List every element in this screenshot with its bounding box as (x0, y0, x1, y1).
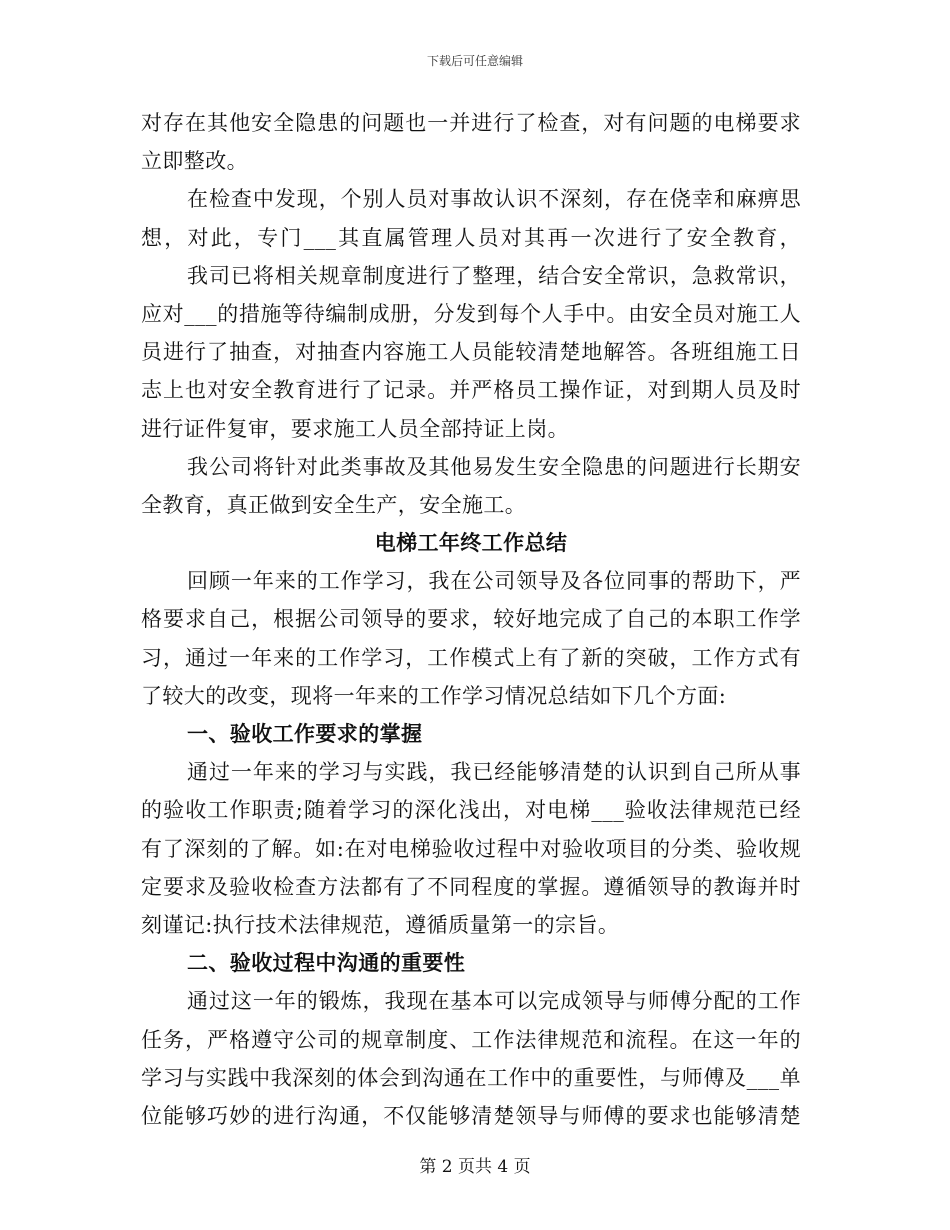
paragraph-line: 定要求及验收检查方法都有了不同程度的掌握。遵循领导的教诲并时 (141, 874, 801, 899)
page-footer: 第 2 页共 4 页 (419, 1157, 531, 1177)
paragraph-line: 的验收工作职责;随着学习的深化浅出，对电梯___验收法律规范已经 (141, 798, 801, 823)
paragraph-line: 我公司将针对此类事故及其他易发生安全隐患的问题进行长期安 (187, 454, 801, 479)
paragraph-line: 想，对此，专门___其直属管理人员对其再一次进行了安全教育， (141, 225, 801, 250)
paragraph-line: 刻谨记:执行技术法律规范，遵循质量第一的宗旨。 (141, 912, 620, 937)
paragraph-line: 格要求自己，根据公司领导的要求，较好地完成了自己的本职工作学 (141, 607, 801, 632)
paragraph-line: 位能够巧妙的进行沟通，不仅能够清楚领导与师傅的要求也能够清楚 (141, 1103, 801, 1128)
subheading: 一、验收工作要求的掌握 (187, 721, 423, 746)
page-header: 下载后可任意编辑 (426, 54, 523, 68)
paragraph-line: 应对___的措施等待编制成册，分发到每个人手中。由安全员对施工人 (141, 301, 801, 326)
paragraph-line: 立即整改。 (141, 149, 248, 174)
paragraph-line: 我司已将相关规章制度进行了整理，结合安全常识，急救常识， (187, 263, 801, 288)
paragraph-line: 通过这一年的锻炼，我现在基本可以完成领导与师傅分配的工作 (187, 989, 801, 1014)
document-body (141, 104, 801, 1135)
paragraph-line: 有了深刻的了解。如:在对电梯验收过程中对验收项目的分类、验收规 (141, 836, 801, 861)
section-title: 电梯工年终工作总结 (374, 530, 568, 556)
paragraph-line: 习，通过一年来的工作学习，工作模式上有了新的突破，工作方式有 (141, 645, 801, 670)
paragraph-line: 志上也对安全教育进行了记录。并严格员工操作证，对到期人员及时 (141, 378, 801, 403)
paragraph-line: 进行证件复审，要求施工人员全部持证上岗。 (141, 416, 569, 441)
paragraph-line: 任务，严格遵守公司的规章制度、工作法律规范和流程。在这一年的 (141, 1027, 801, 1052)
paragraph-line: 对存在其他安全隐患的问题也一并进行了检查，对有问题的电梯要求 (141, 111, 801, 135)
paragraph-line: 学习与实践中我深刻的体会到沟通在工作中的重要性，与师傅及___单 (141, 1065, 801, 1090)
paragraph-line: 回顾一年来的工作学习，我在公司领导及各位同事的帮助下，严 (187, 569, 801, 594)
paragraph-line: 了较大的改变，现将一年来的工作学习情况总结如下几个方面: (141, 683, 727, 708)
paragraph-line: 员进行了抽查，对抽查内容施工人员能较清楚地解答。各班组施工日 (141, 340, 801, 365)
subheading: 二、验收过程中沟通的重要性 (187, 950, 466, 976)
paragraph-line: 通过一年来的学习与实践，我已经能够清楚的认识到自己所从事 (187, 760, 801, 785)
paragraph-line: 全教育，真正做到安全生产，安全施工。 (141, 492, 527, 517)
paragraph-line: 在检查中发现，个别人员对事故认识不深刻，存在侥幸和麻痹思 (187, 187, 801, 212)
